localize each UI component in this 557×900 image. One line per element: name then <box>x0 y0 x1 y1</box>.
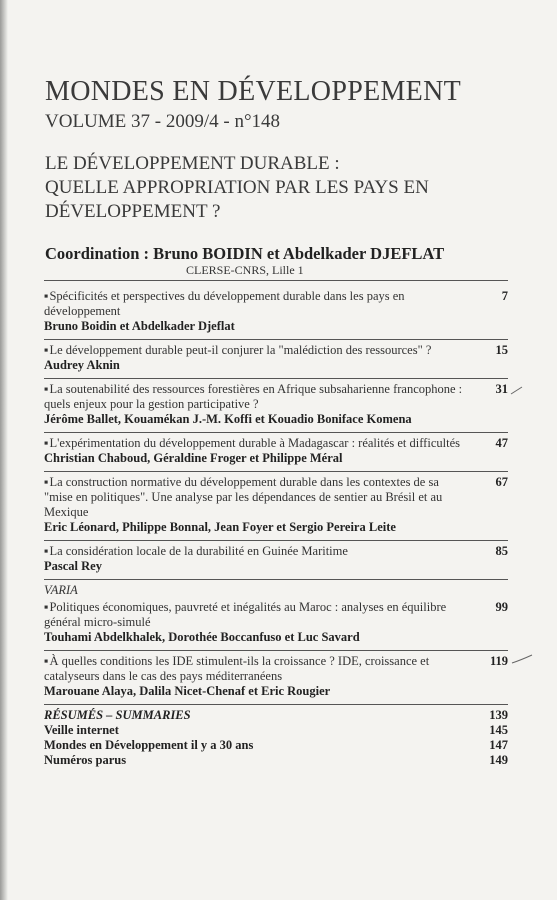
journal-title: MONDES EN DÉVELOPPEMENT <box>45 76 462 107</box>
back-matter-item <box>44 723 508 738</box>
bullet-icon: ▪ <box>44 600 49 614</box>
binding-shadow <box>0 0 8 900</box>
article-title: À quelles conditions les IDE stimulent-ils la croissance ? IDE, croissance et catalyseurs dans le cas des pays méditerranéens <box>44 654 430 683</box>
theme-line: DÉVELOPPEMENT ? <box>45 201 221 222</box>
journal-issue: VOLUME 37 - 2009/4 - n°148 <box>45 111 281 132</box>
entry-divider <box>44 432 508 433</box>
pen-tick-mark <box>511 654 533 666</box>
back-matter-page: 139 <box>489 708 508 722</box>
article-title: Spécificités et perspectives du développement durable dans les pays en développement <box>44 289 405 318</box>
toc-entry <box>44 343 508 373</box>
article-title: L'expérimentation du développement durable à Madagascar : réalités et difficultés <box>49 436 460 450</box>
back-matter-item <box>44 738 508 753</box>
article-page: 15 <box>495 343 508 357</box>
article-authors: Bruno Boidin et Abdelkader Djeflat <box>44 319 235 333</box>
entry-divider <box>44 650 508 651</box>
bullet-icon: ▪ <box>44 343 49 357</box>
section-divider <box>44 579 508 580</box>
article-authors: Christian Chaboud, Géraldine Froger et Philippe Méral <box>44 451 343 465</box>
article-page: 119 <box>489 654 508 668</box>
varia-heading: VARIA <box>44 583 78 597</box>
toc-entry <box>44 654 508 699</box>
article-page: 47 <box>495 436 508 450</box>
entry-divider <box>44 471 508 472</box>
header-rule <box>44 280 508 281</box>
article-page: 99 <box>495 600 508 614</box>
bullet-icon: ▪ <box>44 654 49 668</box>
article-title: Le développement durable peut-il conjurer la "malédiction des ressources" ? <box>49 343 432 357</box>
back-matter-item <box>44 708 508 723</box>
back-matter-label: Mondes en Développement il y a 30 ans <box>44 738 254 752</box>
entry-divider <box>44 540 508 541</box>
toc-entry <box>44 289 508 334</box>
article-title: La considération locale de la durabilité en Guinée Maritime <box>49 544 348 558</box>
toc-entry <box>44 600 508 645</box>
theme-title <box>45 152 429 224</box>
back-matter-label: Numéros parus <box>44 753 127 767</box>
article-authors: Jérôme Ballet, Kouamékan J.-M. Koffi et Kouadio Boniface Komena <box>44 412 412 426</box>
entry-divider <box>44 339 508 340</box>
article-page: 67 <box>495 475 508 489</box>
back-matter-label: RÉSUMÉS – SUMMARIES <box>44 708 191 722</box>
theme-line: QUELLE APPROPRIATION PAR LES PAYS EN <box>45 177 429 198</box>
back-matter-label: Veille internet <box>44 723 119 737</box>
toc-entry <box>44 436 508 466</box>
section-divider <box>44 704 508 705</box>
coordination-affiliation: CLERSE-CNRS, Lille 1 <box>186 263 304 277</box>
bullet-icon: ▪ <box>44 436 49 450</box>
article-title: La construction normative du développement durable dans les contextes de sa "mise en politiques". Une analyse par les dépendances de sentier au Brésil et au Mexique <box>44 475 443 519</box>
theme-line: LE DÉVELOPPEMENT DURABLE : <box>45 153 340 174</box>
article-authors: Touhami Abdelkhalek, Dorothée Boccanfuso et Luc Savard <box>44 630 360 644</box>
bullet-icon: ▪ <box>44 382 49 396</box>
article-authors: Eric Léonard, Philippe Bonnal, Jean Foyer et Sergio Pereira Leite <box>44 520 396 534</box>
table-of-contents <box>44 289 508 768</box>
back-matter-item <box>44 753 508 768</box>
coordination-line: Coordination : Bruno BOIDIN et Abdelkader DJEFLAT <box>45 244 445 263</box>
toc-entry <box>44 544 508 574</box>
bullet-icon: ▪ <box>44 544 49 558</box>
toc-entry <box>44 475 508 535</box>
entry-divider <box>44 378 508 379</box>
back-matter-page: 147 <box>489 738 508 752</box>
toc-entry <box>44 382 508 427</box>
article-page: 85 <box>495 544 508 558</box>
article-title: Politiques économiques, pauvreté et inégalités au Maroc : analyses en équilibre général micro-simulé <box>44 600 447 629</box>
bullet-icon: ▪ <box>44 289 49 303</box>
pen-tick-mark <box>510 385 524 397</box>
article-authors: Audrey Aknin <box>44 358 120 372</box>
back-matter-page: 149 <box>489 753 508 767</box>
article-title: La soutenabilité des ressources forestières en Afrique subsaharienne francophone : quels enjeux pour la gestion participative ? <box>44 382 463 411</box>
article-page: 7 <box>501 289 508 303</box>
article-authors: Pascal Rey <box>44 559 102 573</box>
article-page: 31 <box>495 382 508 396</box>
bullet-icon: ▪ <box>44 475 49 489</box>
article-authors: Marouane Alaya, Dalila Nicet-Chenaf et Eric Rougier <box>44 684 331 698</box>
back-matter-page: 145 <box>489 723 508 737</box>
